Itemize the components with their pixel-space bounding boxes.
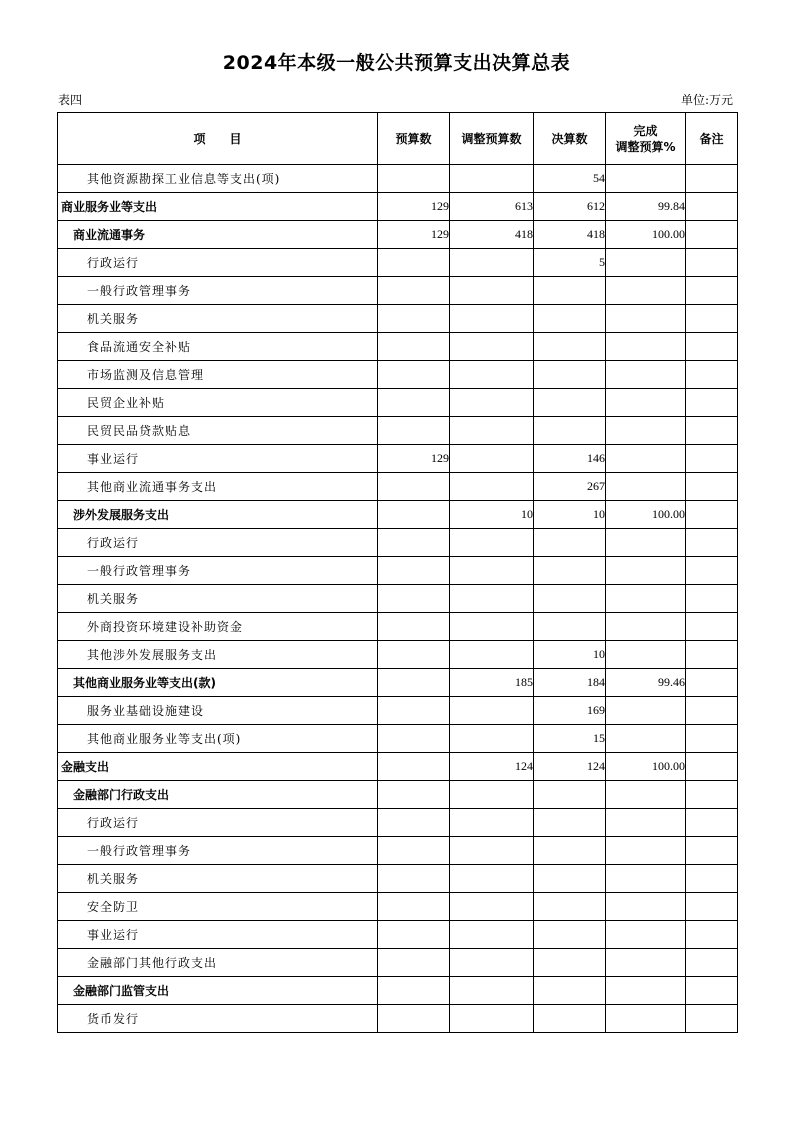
table-row bbox=[58, 921, 738, 949]
note-cell bbox=[686, 165, 738, 193]
item-name: 机关服务 bbox=[58, 865, 378, 893]
item-name: 其他资源勘探工业信息等支出(项) bbox=[58, 165, 378, 193]
item-name: 货币发行 bbox=[58, 1005, 378, 1033]
completion-cell bbox=[606, 809, 686, 837]
item-name: 商业流通事务 bbox=[58, 221, 378, 249]
budget-cell bbox=[378, 725, 450, 753]
final-cell bbox=[534, 361, 606, 389]
header-completion-line1: 完成 bbox=[633, 123, 658, 138]
note-cell bbox=[686, 921, 738, 949]
final-cell: 267 bbox=[534, 473, 606, 501]
header-final: 决算数 bbox=[534, 113, 606, 165]
budget-cell bbox=[378, 697, 450, 725]
adjusted-cell bbox=[450, 165, 534, 193]
budget-cell bbox=[378, 977, 450, 1005]
adjusted-cell bbox=[450, 417, 534, 445]
table-row bbox=[58, 249, 738, 277]
item-name: 其他商业服务业等支出(项) bbox=[58, 725, 378, 753]
completion-cell bbox=[606, 529, 686, 557]
budget-cell bbox=[378, 333, 450, 361]
completion-cell: 100.00 bbox=[606, 221, 686, 249]
final-cell: 169 bbox=[534, 697, 606, 725]
budget-cell bbox=[378, 949, 450, 977]
completion-cell bbox=[606, 781, 686, 809]
header-adjusted: 调整预算数 bbox=[450, 113, 534, 165]
table-row bbox=[58, 893, 738, 921]
adjusted-cell bbox=[450, 837, 534, 865]
final-cell bbox=[534, 837, 606, 865]
item-name: 金融部门行政支出 bbox=[58, 781, 378, 809]
table-row bbox=[58, 781, 738, 809]
budget-cell bbox=[378, 669, 450, 697]
final-cell bbox=[534, 389, 606, 417]
table-row bbox=[58, 529, 738, 557]
note-cell bbox=[686, 193, 738, 221]
adjusted-cell: 418 bbox=[450, 221, 534, 249]
completion-cell bbox=[606, 613, 686, 641]
completion-cell bbox=[606, 277, 686, 305]
budget-cell bbox=[378, 1005, 450, 1033]
final-cell: 184 bbox=[534, 669, 606, 697]
final-cell: 54 bbox=[534, 165, 606, 193]
note-cell bbox=[686, 361, 738, 389]
item-name: 金融支出 bbox=[58, 753, 378, 781]
note-cell bbox=[686, 893, 738, 921]
completion-cell bbox=[606, 837, 686, 865]
budget-cell bbox=[378, 893, 450, 921]
adjusted-cell bbox=[450, 809, 534, 837]
completion-cell: 100.00 bbox=[606, 501, 686, 529]
final-cell bbox=[534, 529, 606, 557]
note-cell bbox=[686, 613, 738, 641]
completion-cell bbox=[606, 305, 686, 333]
completion-cell bbox=[606, 1005, 686, 1033]
final-cell bbox=[534, 333, 606, 361]
table-row bbox=[58, 641, 738, 669]
final-cell bbox=[534, 781, 606, 809]
table-header-row bbox=[58, 113, 738, 165]
completion-cell bbox=[606, 725, 686, 753]
budget-cell bbox=[378, 641, 450, 669]
final-cell bbox=[534, 557, 606, 585]
item-name: 机关服务 bbox=[58, 305, 378, 333]
budget-cell bbox=[378, 473, 450, 501]
note-cell bbox=[686, 501, 738, 529]
completion-cell bbox=[606, 417, 686, 445]
adjusted-cell bbox=[450, 865, 534, 893]
header-note: 备注 bbox=[686, 113, 738, 165]
table-row bbox=[58, 193, 738, 221]
adjusted-cell bbox=[450, 473, 534, 501]
adjusted-cell bbox=[450, 277, 534, 305]
item-name: 市场监测及信息管理 bbox=[58, 361, 378, 389]
final-cell bbox=[534, 921, 606, 949]
note-cell bbox=[686, 221, 738, 249]
table-row bbox=[58, 277, 738, 305]
note-cell bbox=[686, 417, 738, 445]
note-cell bbox=[686, 753, 738, 781]
table-row bbox=[58, 613, 738, 641]
adjusted-cell bbox=[450, 389, 534, 417]
final-cell: 146 bbox=[534, 445, 606, 473]
table-row bbox=[58, 865, 738, 893]
budget-cell: 129 bbox=[378, 221, 450, 249]
budget-cell bbox=[378, 389, 450, 417]
budget-cell bbox=[378, 865, 450, 893]
item-name: 民贸民品贷款贴息 bbox=[58, 417, 378, 445]
table-code: 表四 bbox=[58, 93, 83, 107]
budget-cell bbox=[378, 249, 450, 277]
adjusted-cell bbox=[450, 641, 534, 669]
item-name: 安全防卫 bbox=[58, 893, 378, 921]
budget-cell: 129 bbox=[378, 193, 450, 221]
budget-cell bbox=[378, 921, 450, 949]
unit-label: 单位:万元 bbox=[680, 93, 733, 107]
note-cell bbox=[686, 333, 738, 361]
table-row bbox=[58, 389, 738, 417]
table-row bbox=[58, 501, 738, 529]
note-cell bbox=[686, 529, 738, 557]
table-row bbox=[58, 585, 738, 613]
final-cell: 10 bbox=[534, 641, 606, 669]
table-row bbox=[58, 837, 738, 865]
note-cell bbox=[686, 389, 738, 417]
table-body bbox=[58, 165, 738, 1033]
note-cell bbox=[686, 697, 738, 725]
note-cell bbox=[686, 837, 738, 865]
adjusted-cell bbox=[450, 333, 534, 361]
final-cell: 15 bbox=[534, 725, 606, 753]
budget-cell bbox=[378, 417, 450, 445]
budget-cell bbox=[378, 753, 450, 781]
note-cell bbox=[686, 725, 738, 753]
completion-cell bbox=[606, 977, 686, 1005]
adjusted-cell bbox=[450, 529, 534, 557]
budget-cell bbox=[378, 305, 450, 333]
final-cell: 612 bbox=[534, 193, 606, 221]
completion-cell bbox=[606, 697, 686, 725]
table-row bbox=[58, 445, 738, 473]
note-cell bbox=[686, 809, 738, 837]
completion-cell bbox=[606, 445, 686, 473]
final-cell bbox=[534, 893, 606, 921]
header-completion bbox=[606, 113, 686, 165]
item-name: 外商投资环境建设补助资金 bbox=[58, 613, 378, 641]
note-cell bbox=[686, 949, 738, 977]
adjusted-cell bbox=[450, 1005, 534, 1033]
budget-cell bbox=[378, 529, 450, 557]
budget-table bbox=[57, 112, 738, 1033]
completion-cell bbox=[606, 473, 686, 501]
final-cell bbox=[534, 977, 606, 1005]
completion-cell bbox=[606, 949, 686, 977]
note-cell bbox=[686, 641, 738, 669]
item-name: 服务业基础设施建设 bbox=[58, 697, 378, 725]
table-row bbox=[58, 165, 738, 193]
adjusted-cell bbox=[450, 725, 534, 753]
final-cell bbox=[534, 949, 606, 977]
completion-cell bbox=[606, 893, 686, 921]
item-name: 涉外发展服务支出 bbox=[58, 501, 378, 529]
budget-cell bbox=[378, 837, 450, 865]
item-name: 机关服务 bbox=[58, 585, 378, 613]
budget-cell bbox=[378, 781, 450, 809]
final-cell bbox=[534, 305, 606, 333]
final-cell bbox=[534, 585, 606, 613]
completion-cell: 99.46 bbox=[606, 669, 686, 697]
adjusted-cell bbox=[450, 697, 534, 725]
table-row bbox=[58, 753, 738, 781]
adjusted-cell: 185 bbox=[450, 669, 534, 697]
note-cell bbox=[686, 305, 738, 333]
completion-cell bbox=[606, 585, 686, 613]
completion-cell: 100.00 bbox=[606, 753, 686, 781]
page-title: 2024年本级一般公共预算支出决算总表 bbox=[222, 52, 571, 74]
final-cell: 124 bbox=[534, 753, 606, 781]
note-cell bbox=[686, 781, 738, 809]
item-name: 金融部门监管支出 bbox=[58, 977, 378, 1005]
header-budget: 预算数 bbox=[378, 113, 450, 165]
adjusted-cell: 10 bbox=[450, 501, 534, 529]
adjusted-cell bbox=[450, 977, 534, 1005]
item-name: 一般行政管理事务 bbox=[58, 557, 378, 585]
budget-cell bbox=[378, 557, 450, 585]
item-name: 商业服务业等支出 bbox=[58, 193, 378, 221]
table-row bbox=[58, 1005, 738, 1033]
note-cell bbox=[686, 585, 738, 613]
budget-cell bbox=[378, 277, 450, 305]
budget-cell bbox=[378, 165, 450, 193]
adjusted-cell bbox=[450, 613, 534, 641]
table-row bbox=[58, 473, 738, 501]
final-cell bbox=[534, 865, 606, 893]
budget-cell: 129 bbox=[378, 445, 450, 473]
budget-cell bbox=[378, 809, 450, 837]
note-cell bbox=[686, 445, 738, 473]
table-row bbox=[58, 557, 738, 585]
adjusted-cell bbox=[450, 361, 534, 389]
table-row bbox=[58, 361, 738, 389]
completion-cell bbox=[606, 361, 686, 389]
final-cell bbox=[534, 277, 606, 305]
completion-cell bbox=[606, 557, 686, 585]
completion-cell bbox=[606, 249, 686, 277]
item-name: 其他涉外发展服务支出 bbox=[58, 641, 378, 669]
item-name: 民贸企业补贴 bbox=[58, 389, 378, 417]
item-name: 事业运行 bbox=[58, 445, 378, 473]
adjusted-cell bbox=[450, 949, 534, 977]
adjusted-cell bbox=[450, 249, 534, 277]
adjusted-cell bbox=[450, 445, 534, 473]
header-completion-line2: 调整预算% bbox=[615, 139, 676, 154]
note-cell bbox=[686, 977, 738, 1005]
note-cell bbox=[686, 557, 738, 585]
adjusted-cell bbox=[450, 585, 534, 613]
note-cell bbox=[686, 669, 738, 697]
adjusted-cell bbox=[450, 921, 534, 949]
budget-cell bbox=[378, 613, 450, 641]
item-name: 行政运行 bbox=[58, 249, 378, 277]
adjusted-cell: 613 bbox=[450, 193, 534, 221]
item-name: 一般行政管理事务 bbox=[58, 837, 378, 865]
budget-cell bbox=[378, 361, 450, 389]
note-cell bbox=[686, 865, 738, 893]
adjusted-cell: 124 bbox=[450, 753, 534, 781]
adjusted-cell bbox=[450, 305, 534, 333]
item-name: 一般行政管理事务 bbox=[58, 277, 378, 305]
final-cell bbox=[534, 1005, 606, 1033]
table-row bbox=[58, 725, 738, 753]
note-cell bbox=[686, 249, 738, 277]
budget-cell bbox=[378, 501, 450, 529]
item-name: 事业运行 bbox=[58, 921, 378, 949]
final-cell bbox=[534, 417, 606, 445]
completion-cell bbox=[606, 389, 686, 417]
adjusted-cell bbox=[450, 893, 534, 921]
table-row bbox=[58, 305, 738, 333]
header-item: 项 目 bbox=[58, 113, 378, 165]
table-row bbox=[58, 949, 738, 977]
completion-cell bbox=[606, 165, 686, 193]
final-cell bbox=[534, 809, 606, 837]
completion-cell: 99.84 bbox=[606, 193, 686, 221]
adjusted-cell bbox=[450, 557, 534, 585]
completion-cell bbox=[606, 641, 686, 669]
note-cell bbox=[686, 277, 738, 305]
completion-cell bbox=[606, 865, 686, 893]
item-name: 行政运行 bbox=[58, 529, 378, 557]
adjusted-cell bbox=[450, 781, 534, 809]
budget-cell bbox=[378, 585, 450, 613]
final-cell bbox=[534, 613, 606, 641]
final-cell: 10 bbox=[534, 501, 606, 529]
table-row bbox=[58, 333, 738, 361]
note-cell bbox=[686, 1005, 738, 1033]
item-name: 其他商业流通事务支出 bbox=[58, 473, 378, 501]
final-cell: 418 bbox=[534, 221, 606, 249]
table-row bbox=[58, 221, 738, 249]
item-name: 其他商业服务业等支出(款) bbox=[58, 669, 378, 697]
item-name: 金融部门其他行政支出 bbox=[58, 949, 378, 977]
table-row bbox=[58, 977, 738, 1005]
table-row bbox=[58, 669, 738, 697]
item-name: 行政运行 bbox=[58, 809, 378, 837]
item-name: 食品流通安全补贴 bbox=[58, 333, 378, 361]
table-row bbox=[58, 697, 738, 725]
note-cell bbox=[686, 473, 738, 501]
completion-cell bbox=[606, 333, 686, 361]
final-cell: 5 bbox=[534, 249, 606, 277]
table-row bbox=[58, 417, 738, 445]
completion-cell bbox=[606, 921, 686, 949]
table-row bbox=[58, 809, 738, 837]
